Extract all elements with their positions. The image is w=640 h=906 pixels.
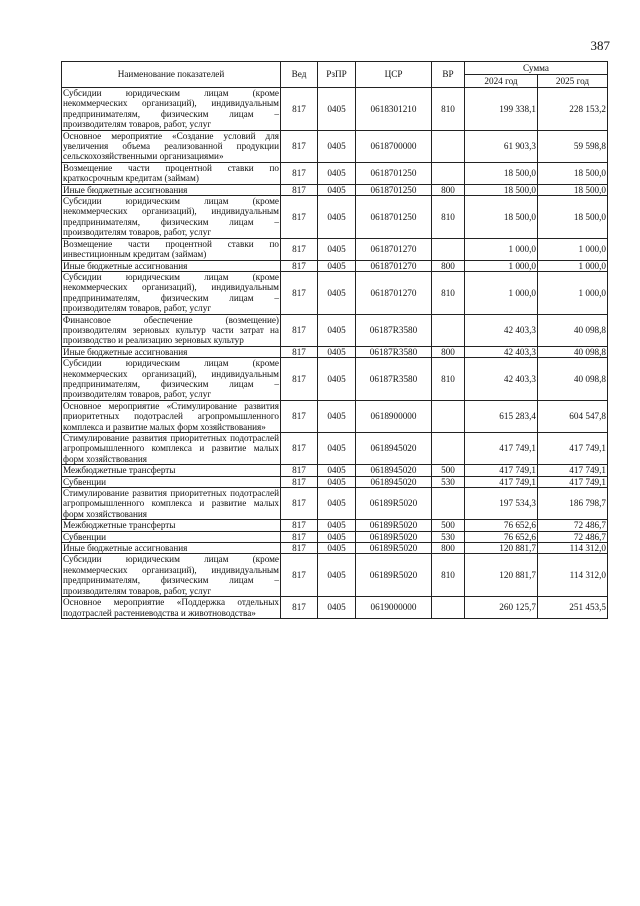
table-row [62,358,608,401]
row-ved: 817 [281,520,318,531]
row-rzpr: 0405 [318,130,356,162]
table-row [62,184,608,195]
row-rzpr: 0405 [318,88,356,131]
row-sum-2024: 76 652,6 [465,531,538,542]
row-csr: 06189R5020 [356,543,432,554]
table-row [62,433,608,465]
row-rzpr: 0405 [318,346,356,357]
row-csr: 0618301210 [356,88,432,131]
row-vr: 800 [432,346,465,357]
row-ved: 817 [281,597,318,619]
row-csr: 06187R3580 [356,346,432,357]
row-name: Стимулирование развития приоритетных подотраслей агропромышленного комплекса и развитие малых форм хозяйствования [63,488,279,519]
row-sum-2025: 72 486,7 [538,520,608,531]
row-rzpr: 0405 [318,476,356,487]
row-name: Финансовое обеспечение (возмещение) производителям зерновых культур части затрат на производство и реализацию зерновых культур [63,314,279,346]
row-ved: 817 [281,314,318,346]
row-name: Стимулирование развития приоритетных подотраслей агропромышленного комплекса и развитие малых форм хозяйствования [63,433,279,464]
row-sum-2024: 417 749,1 [465,465,538,476]
row-sum-2024: 42 403,3 [465,346,538,357]
row-name: Субсидии юридическим лицам (кроме некоммерческих организаций), индивидуальным предпринимателям, физическим лицам – производителям товаров, работ, услуг [63,358,279,400]
row-sum-2024: 417 749,1 [465,433,538,465]
row-rzpr: 0405 [318,184,356,195]
row-vr [432,238,465,260]
row-name: Иные бюджетные ассигнования [62,184,281,195]
row-ved: 817 [281,238,318,260]
row-csr: 0618945020 [356,433,432,465]
row-sum-2025: 59 598,8 [538,130,608,162]
table-row [62,88,608,131]
table-body [62,88,608,619]
row-ved: 817 [281,346,318,357]
row-name: Субвенции [62,476,281,487]
row-sum-2024: 1 000,0 [465,238,538,260]
table-row [62,162,608,184]
row-name: Субсидии юридическим лицам (кроме некоммерческих организаций), индивидуальным предпринимателям, физическим лицам – производителям товаров, работ, услуг [63,196,279,238]
row-vr: 810 [432,358,465,401]
row-ved: 817 [281,488,318,520]
row-sum-2024: 199 338,1 [465,88,538,131]
row-rzpr: 0405 [318,465,356,476]
row-sum-2025: 604 547,8 [538,400,608,432]
header-csr: ЦСР [356,62,432,88]
row-ved: 817 [281,271,318,314]
row-name: Иные бюджетные ассигнования [62,260,281,271]
row-rzpr: 0405 [318,260,356,271]
header-name: Наименование показателей [62,62,281,88]
row-name: Иные бюджетные ассигнования [62,346,281,357]
row-rzpr: 0405 [318,433,356,465]
row-sum-2025: 18 500,0 [538,184,608,195]
row-rzpr: 0405 [318,358,356,401]
row-name: Основное мероприятие «Создание условий для увеличения объема реализованной продукции сельскохозяйственными организациями» [63,130,279,162]
row-ved: 817 [281,88,318,131]
table-row [62,476,608,487]
row-sum-2025: 72 486,7 [538,531,608,542]
row-vr [432,130,465,162]
row-sum-2024: 61 903,3 [465,130,538,162]
row-name: Субсидии юридическим лицам (кроме некоммерческих организаций), индивидуальным предпринимателям, физическим лицам – производителям товаров, работ, услуг [63,88,279,130]
row-rzpr: 0405 [318,271,356,314]
row-vr: 810 [432,88,465,131]
row-csr: 0618700000 [356,130,432,162]
row-ved: 817 [281,433,318,465]
table-row [62,400,608,432]
row-ved: 817 [281,130,318,162]
row-csr: 0618701270 [356,260,432,271]
row-sum-2025: 1 000,0 [538,271,608,314]
table-row [62,314,608,346]
row-rzpr: 0405 [318,531,356,542]
row-ved: 817 [281,196,318,239]
row-name: Иные бюджетные ассигнования [62,543,281,554]
row-csr: 0618701250 [356,196,432,239]
header-sum: Сумма [465,62,608,75]
row-sum-2025: 251 453,5 [538,597,608,619]
row-rzpr: 0405 [318,238,356,260]
table-header [62,62,608,88]
row-sum-2024: 120 881,7 [465,543,538,554]
row-vr: 500 [432,520,465,531]
row-sum-2025: 18 500,0 [538,162,608,184]
row-vr [432,488,465,520]
row-rzpr: 0405 [318,520,356,531]
row-sum-2025: 417 749,1 [538,433,608,465]
row-vr: 810 [432,271,465,314]
row-name: Возмещение части процентной ставки по инвестиционным кредитам (займам) [63,238,279,260]
row-sum-2024: 417 749,1 [465,476,538,487]
row-sum-2025: 186 798,7 [538,488,608,520]
row-sum-2025: 417 749,1 [538,476,608,487]
row-vr: 800 [432,184,465,195]
row-rzpr: 0405 [318,400,356,432]
row-sum-2025: 40 098,8 [538,314,608,346]
table-row [62,346,608,357]
table-row [62,554,608,597]
row-sum-2025: 18 500,0 [538,196,608,239]
row-name: Субвенции [62,531,281,542]
row-sum-2025: 1 000,0 [538,238,608,260]
row-sum-2024: 1 000,0 [465,271,538,314]
row-csr: 06187R3580 [356,314,432,346]
row-sum-2024: 615 283,4 [465,400,538,432]
row-csr: 06189R5020 [356,488,432,520]
header-ved: Вед [281,62,318,88]
row-vr [432,162,465,184]
table-row [62,520,608,531]
row-sum-2024: 18 500,0 [465,162,538,184]
row-sum-2025: 40 098,8 [538,358,608,401]
row-sum-2024: 42 403,3 [465,314,538,346]
row-ved: 817 [281,465,318,476]
row-csr: 0618701270 [356,271,432,314]
row-csr: 06187R3580 [356,358,432,401]
header-year-2024: 2024 год [465,75,538,88]
row-csr: 0618701250 [356,184,432,195]
row-ved: 817 [281,543,318,554]
row-sum-2025: 1 000,0 [538,260,608,271]
table-row [62,196,608,239]
budget-table [61,61,608,619]
row-name: Субсидии юридическим лицам (кроме некоммерческих организаций), индивидуальным предпринимателям, физическим лицам – производителям товаров, работ, услуг [63,554,279,596]
row-csr: 06189R5020 [356,520,432,531]
row-rzpr: 0405 [318,314,356,346]
row-vr [432,400,465,432]
table-row [62,271,608,314]
row-name: Межбюджетные трансферты [62,520,281,531]
row-vr: 530 [432,531,465,542]
table-row [62,465,608,476]
row-vr: 530 [432,476,465,487]
row-sum-2024: 260 125,7 [465,597,538,619]
row-rzpr: 0405 [318,597,356,619]
row-ved: 817 [281,162,318,184]
row-ved: 817 [281,400,318,432]
header-rzpr: РзПР [318,62,356,88]
row-sum-2024: 18 500,0 [465,196,538,239]
row-vr [432,597,465,619]
row-vr: 800 [432,543,465,554]
row-sum-2025: 114 312,0 [538,554,608,597]
row-name: Субсидии юридическим лицам (кроме некоммерческих организаций), индивидуальным предпринимателям, физическим лицам – производителям товаров, работ, услуг [63,271,279,314]
row-csr: 0618945020 [356,476,432,487]
header-vr: ВР [432,62,465,88]
row-vr [432,433,465,465]
row-name: Межбюджетные трансферты [62,465,281,476]
row-ved: 817 [281,476,318,487]
row-ved: 817 [281,184,318,195]
row-rzpr: 0405 [318,554,356,597]
row-name: Основное мероприятие «Поддержка отдельных подотраслей растениеводства и животноводства» [63,597,279,618]
row-csr: 0618701270 [356,238,432,260]
row-csr: 06189R5020 [356,531,432,542]
header-year-2025: 2025 год [538,75,608,88]
row-name: Возмещение части процентной ставки по краткосрочным кредитам (займам) [63,162,279,184]
row-vr: 500 [432,465,465,476]
row-csr: 06189R5020 [356,554,432,597]
row-ved: 817 [281,531,318,542]
table-row [62,543,608,554]
row-sum-2024: 76 652,6 [465,520,538,531]
table-row [62,531,608,542]
row-ved: 817 [281,260,318,271]
page-number: 387 [590,38,610,53]
row-vr: 810 [432,554,465,597]
row-rzpr: 0405 [318,488,356,520]
row-name: Основное мероприятие «Стимулирование развития приоритетных подотраслей агропромышленного комплекса и развитие малых форм хозяйствования» [63,400,279,432]
row-sum-2024: 42 403,3 [465,358,538,401]
row-sum-2025: 417 749,1 [538,465,608,476]
table-row [62,488,608,520]
table-row [62,260,608,271]
row-vr: 810 [432,196,465,239]
row-sum-2024: 120 881,7 [465,554,538,597]
row-sum-2025: 228 153,2 [538,88,608,131]
row-csr: 0619000000 [356,597,432,619]
row-sum-2024: 197 534,3 [465,488,538,520]
row-rzpr: 0405 [318,543,356,554]
row-csr: 0618945020 [356,465,432,476]
row-csr: 0618900000 [356,400,432,432]
row-ved: 817 [281,358,318,401]
table-row [62,130,608,162]
row-vr: 800 [432,260,465,271]
table-row [62,238,608,260]
row-csr: 0618701250 [356,162,432,184]
row-sum-2024: 1 000,0 [465,260,538,271]
row-sum-2024: 18 500,0 [465,184,538,195]
row-sum-2025: 114 312,0 [538,543,608,554]
row-sum-2025: 40 098,8 [538,346,608,357]
row-ved: 817 [281,554,318,597]
row-rzpr: 0405 [318,196,356,239]
row-rzpr: 0405 [318,162,356,184]
table-row [62,597,608,619]
row-vr [432,314,465,346]
